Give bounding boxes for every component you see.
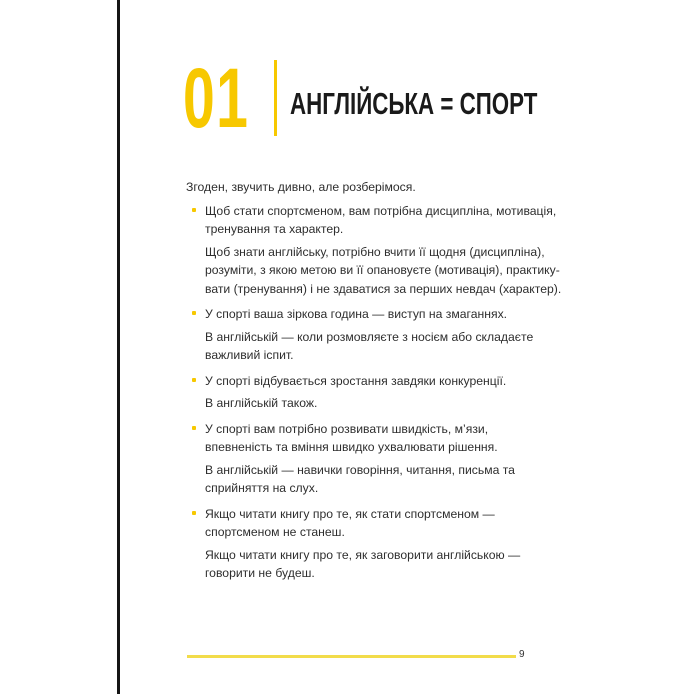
- bullet-item: [186, 305, 534, 365]
- text-line: В англійській також.: [205, 396, 318, 410]
- text-line: У спорті вам потрібно розвивати швидкість, м’язи,: [205, 421, 489, 436]
- text-line: В англійській — коли розмовляєте з носієм або складаєте: [205, 329, 534, 344]
- bullet-dot-icon: [192, 208, 196, 212]
- text-line: важливий іспит.: [205, 348, 294, 362]
- book-spine-edge: [117, 0, 120, 694]
- bullet-item: [186, 202, 562, 299]
- bullet-sub-text: [205, 461, 531, 498]
- text-line: Якщо читати книгу про те, як стати спортсменом —: [205, 506, 495, 521]
- chapter-divider: [274, 60, 277, 136]
- intro-paragraph: Згоден, звучить дивно, але розберімося.: [186, 180, 416, 194]
- text-line: спортсменом не станеш.: [205, 525, 345, 539]
- bullet-main-text: [205, 202, 557, 239]
- bullet-dot-icon: [192, 426, 196, 430]
- bullet-sub-text: [205, 328, 534, 365]
- bullet-item: [186, 505, 531, 583]
- text-line: Щоб знати англійську, потрібно вчити її щодня (дисципліна),: [205, 244, 545, 259]
- text-line: розуміти, з якою метою ви її опановуєте (мотивація), практику-: [205, 263, 560, 277]
- text-line: тренування та характер.: [205, 222, 344, 236]
- bullet-main-text: [205, 505, 531, 542]
- chapter-title: АНГЛІЙСЬКА = СПОРТ: [290, 86, 538, 121]
- text-line: сприйняття на слух.: [205, 481, 319, 495]
- bullet-dot-icon: [192, 378, 196, 382]
- footer-rule: [187, 655, 516, 658]
- text-line: Щоб стати спортсменом, вам потрібна дисципліна, мотивація,: [205, 203, 557, 218]
- chapter-body: [186, 178, 562, 590]
- text-line: В англійській — навички говоріння, читання, письма та: [205, 462, 515, 477]
- bullet-dot-icon: [192, 511, 196, 515]
- bullet-main-text: [205, 372, 531, 391]
- bullet-main-text: [205, 305, 531, 324]
- bullet-sub-text: [205, 394, 531, 413]
- text-line: говорити не будеш.: [205, 566, 315, 580]
- text-line: вати (тренування) і не здаватися за перших невдач (характер).: [205, 281, 562, 296]
- bullet-sub-text: [205, 546, 531, 583]
- chapter-number: 01: [183, 51, 250, 145]
- page-number: 9: [519, 649, 525, 660]
- bullet-item: [186, 372, 531, 413]
- bullet-main-text: [205, 420, 531, 457]
- text-line: впевненість та вміння швидко ухвалювати рішення.: [205, 440, 498, 454]
- text-line: У спорті відбувається зростання завдяки конкуренції.: [205, 373, 507, 388]
- bullet-dot-icon: [192, 311, 196, 315]
- text-line: У спорті ваша зіркова година — виступ на змаганнях.: [205, 307, 508, 321]
- bullet-sub-text: [205, 243, 562, 299]
- bullet-item: [186, 420, 531, 498]
- text-line: Якщо читати книгу про те, як заговорити англійською —: [205, 547, 521, 562]
